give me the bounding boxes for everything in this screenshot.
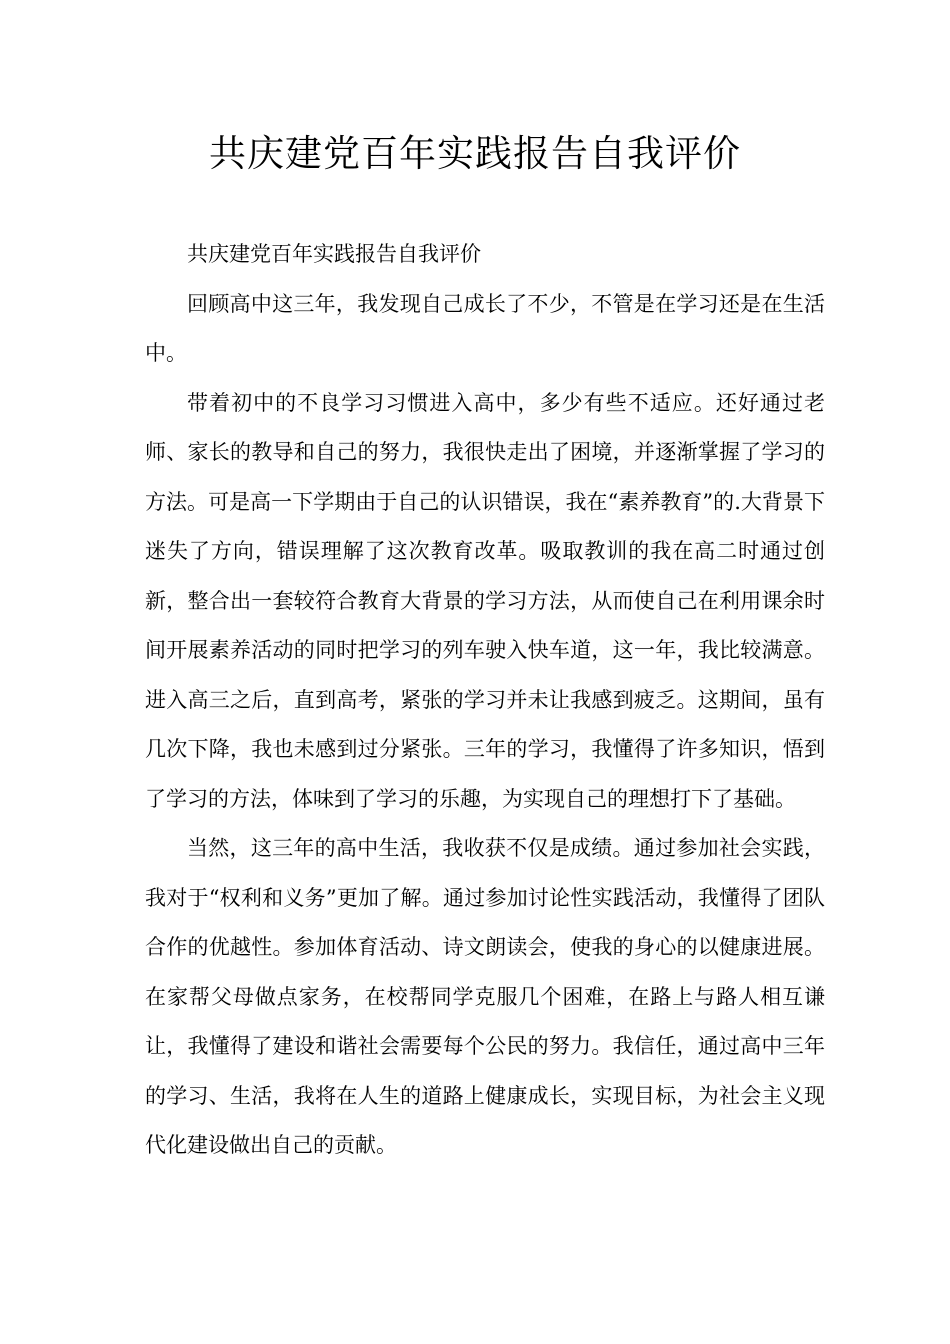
paragraph-intro: 回顾高中这三年，我发现自己成长了不少，不管是在学习还是在生活中。: [145, 291, 825, 365]
paragraph-subtitle: 共庆建党百年实践报告自我评价: [187, 242, 481, 266]
document-title: 共庆建党百年实践报告自我评价: [209, 132, 741, 175]
paragraph-study: 带着初中的不良学习习惯进入高中，多少有些不适应。还好通过老师、家长的教导和自己的努力，我很快走出了困境，并逐渐掌握了学习的方法。可是高一下学期由于自己的认识错误，我在“素养教育”的.大背景下迷失了方向，错误理解了这次教育改革。吸取教训的我在高二时通过创新，整合出一套较符合教育大背景的学习方法，从而使自己在利用课余时间开展素养活动的同时把学习的列车驶入快车道，这一年，我比较满意。进入高三之后，直到高考，紧张的学习并未让我感到疲乏。这期间，虽有几次下降，我也未感到过分紧张。三年的学习，我懂得了许多知识，悟到了学习的方法，体味到了学习的乐趣，为实现自己的理想打下了基础。: [145, 390, 825, 811]
paragraph-growth: 当然，这三年的高中生活，我收获不仅是成绩。通过参加社会实践，我对于“权利和义务”更加了解。通过参加讨论性实践活动，我懂得了团队合作的优越性。参加体育活动、诗文朗读会，使我的身心的以健康进展。在家帮父母做点家务，在校帮同学克服几个困难，在路上与路人相互谦让，我懂得了建设和谐社会需要每个公民的努力。我信任，通过高中三年的学习、生活，我将在人生的道路上健康成长，实现目标，为社会主义现代化建设做出自己的贡献。: [145, 836, 825, 1157]
document-body: [145, 230, 825, 1171]
